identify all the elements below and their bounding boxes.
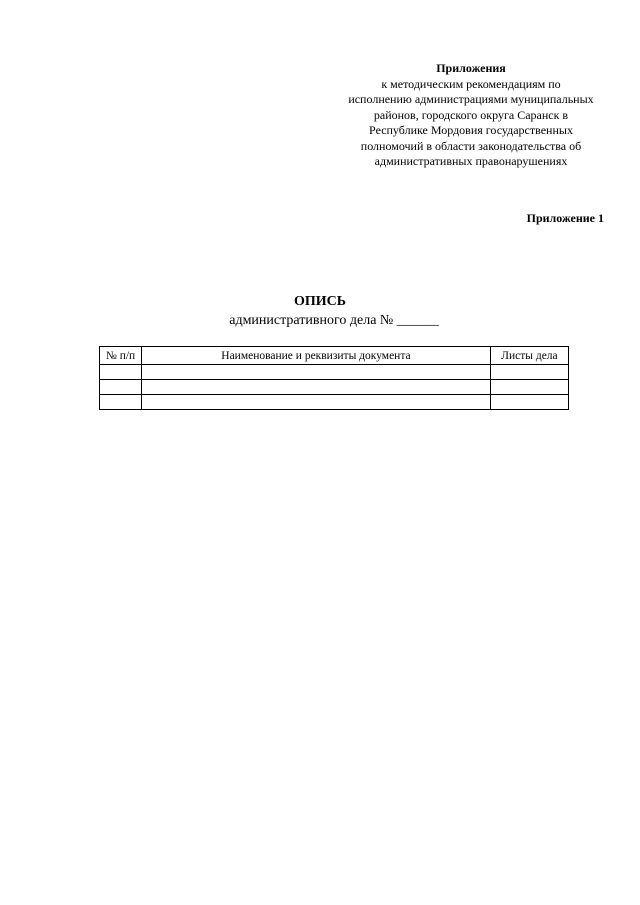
table-cell (100, 380, 142, 395)
header-document-name: Наименование и реквизиты документа (142, 347, 491, 365)
table-cell (142, 395, 491, 410)
appendix-header-line: районов, городского округа Саранск в (373, 107, 569, 122)
header-number: № п/п (100, 347, 142, 365)
appendix-number: Приложение 1 (526, 211, 604, 225)
appendix-header-line: к методическим рекомендациям по (381, 76, 561, 91)
table-cell (142, 380, 491, 395)
appendix-header (330, 61, 612, 170)
table-cell (490, 380, 568, 395)
document-subtitle: административного дела № ______ (229, 313, 439, 328)
table-cell (142, 365, 491, 380)
appendix-header-line: административных правонарушениях (374, 154, 568, 168)
table-cell (100, 395, 142, 410)
appendix-header-line: исполнению администрациями муниципальных (348, 92, 594, 106)
appendix-header-line: полномочий в области законодательства об (360, 138, 582, 153)
table-cell (490, 395, 568, 410)
inventory-table (99, 346, 569, 410)
appendix-header-line: Республике Мордовия государственных (369, 123, 573, 137)
header-sheets: Листы дела (490, 347, 568, 365)
table-cell (100, 365, 142, 380)
table-row (100, 395, 569, 410)
table-cell (490, 365, 568, 380)
table-row (100, 380, 569, 395)
table-row (100, 365, 569, 380)
table-header-row (100, 347, 569, 365)
document-title: ОПИСЬ (293, 294, 347, 309)
appendix-header-title: Приложения (436, 61, 506, 75)
